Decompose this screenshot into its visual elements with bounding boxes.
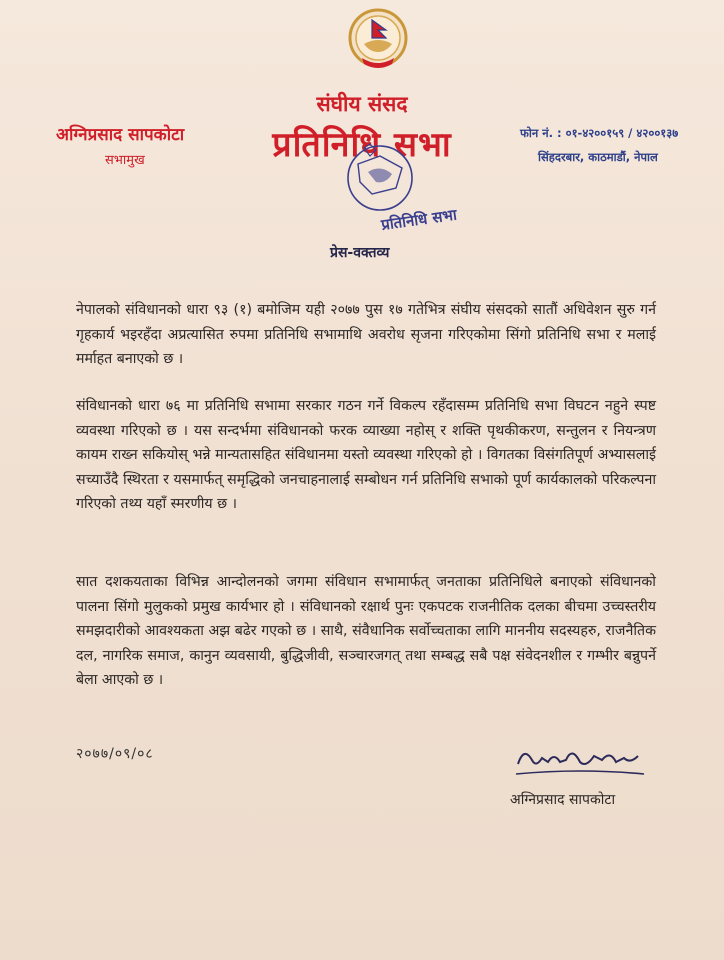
statement-paragraph-3: सात दशकयताका विभिन्न आन्दोलनको जगमा संविधान सभामार्फत् जनताका प्रतिनिधिले बनाएको संविधानको पालना सिंगो मुलुकको प्रमुख कार्यभार हो । संविधानको रक्षार्थ पुनः एकपटक राजनीतिक दलका बीचमा उच्चस्तरीय समझदारीको आवश्यकता अझ बढेर गएको छ । साथै, संवैधानिक सर्वोच्चताका लागि माननीय सदस्यहरु, राजनैतिक दल, नागरिक समाज, कानुन व्यवसायी, बुद्धिजीवी, सञ्चारजगत् तथा सम्बद्ध सबै पक्ष संवेदनशील र गम्भीर बन्नुपर्ने बेला आएको छ ।	[76, 574, 656, 688]
speaker-name: अग्निप्रसाद सापकोटा	[56, 125, 185, 145]
contact-address: सिंहदरबार, काठमाडौं, नेपाल	[538, 150, 658, 164]
signature-icon	[510, 738, 650, 782]
federal-parliament-title: संघीय संसद	[316, 92, 408, 116]
speaker-title: सभामुख	[105, 153, 145, 168]
stamp-text: प्रतिनिधि सभा	[380, 205, 458, 234]
contact-phone: फोन नं. : ०१-४२००१५९ / ४२००१३७	[520, 126, 679, 140]
statement-paragraph-2: संविधानको धारा ७६ मा प्रतिनिधि सभामा सरकार गठन गर्ने विकल्प रहँदासम्म प्रतिनिधि सभा विघटन नहुने स्पष्ट व्यवस्था गरिएको छ । यस सन्दर्भमा संविधानको फरक व्याख्या नहोस् र शक्ति पृथकीकरण, सन्तुलन र नियन्त्रण कायम राख्न सकियोस् भन्ने मान्यतासहित संविधानमा यस्तो व्यवस्था गरिएको हो । विगतका विसंगतिपूर्ण अभ्यासलाई सच्याउँदै स्थिरता र यसमार्फत् समृद्धिको जनचाहनालाई सम्बोधन गर्न प्रतिनिधि सभाको पूर्ण कार्यकालको परिकल्पना गरिएको तथ्य यहाँ स्मरणीय छ ।	[76, 398, 656, 512]
nepal-emblem-icon	[346, 6, 410, 76]
statement-date: २०७७/०९/०८	[76, 746, 154, 762]
press-statement-label: प्रेस-वक्तव्य	[330, 245, 390, 261]
house-stamp-icon	[330, 138, 458, 246]
house-name-title: प्रतिनिधि सभा	[272, 125, 452, 165]
statement-paragraph-1: नेपालको संविधानको धारा ९३ (१) बमोजिम यही २०७७ पुस १७ गतेभित्र संघीय संसदको सातौं अधिवेशन सुरु गर्न गृहकार्य भइरहँदा अप्रत्यासित रुपमा प्रतिनिधि सभामाथि अवरोध सृजना गरिएकोमा सिंगो प्रतिनिधि सभा र मलाई मर्माहत बनाएको छ ।	[76, 302, 656, 367]
signer-name: अग्निप्रसाद सापकोटा	[510, 792, 616, 808]
